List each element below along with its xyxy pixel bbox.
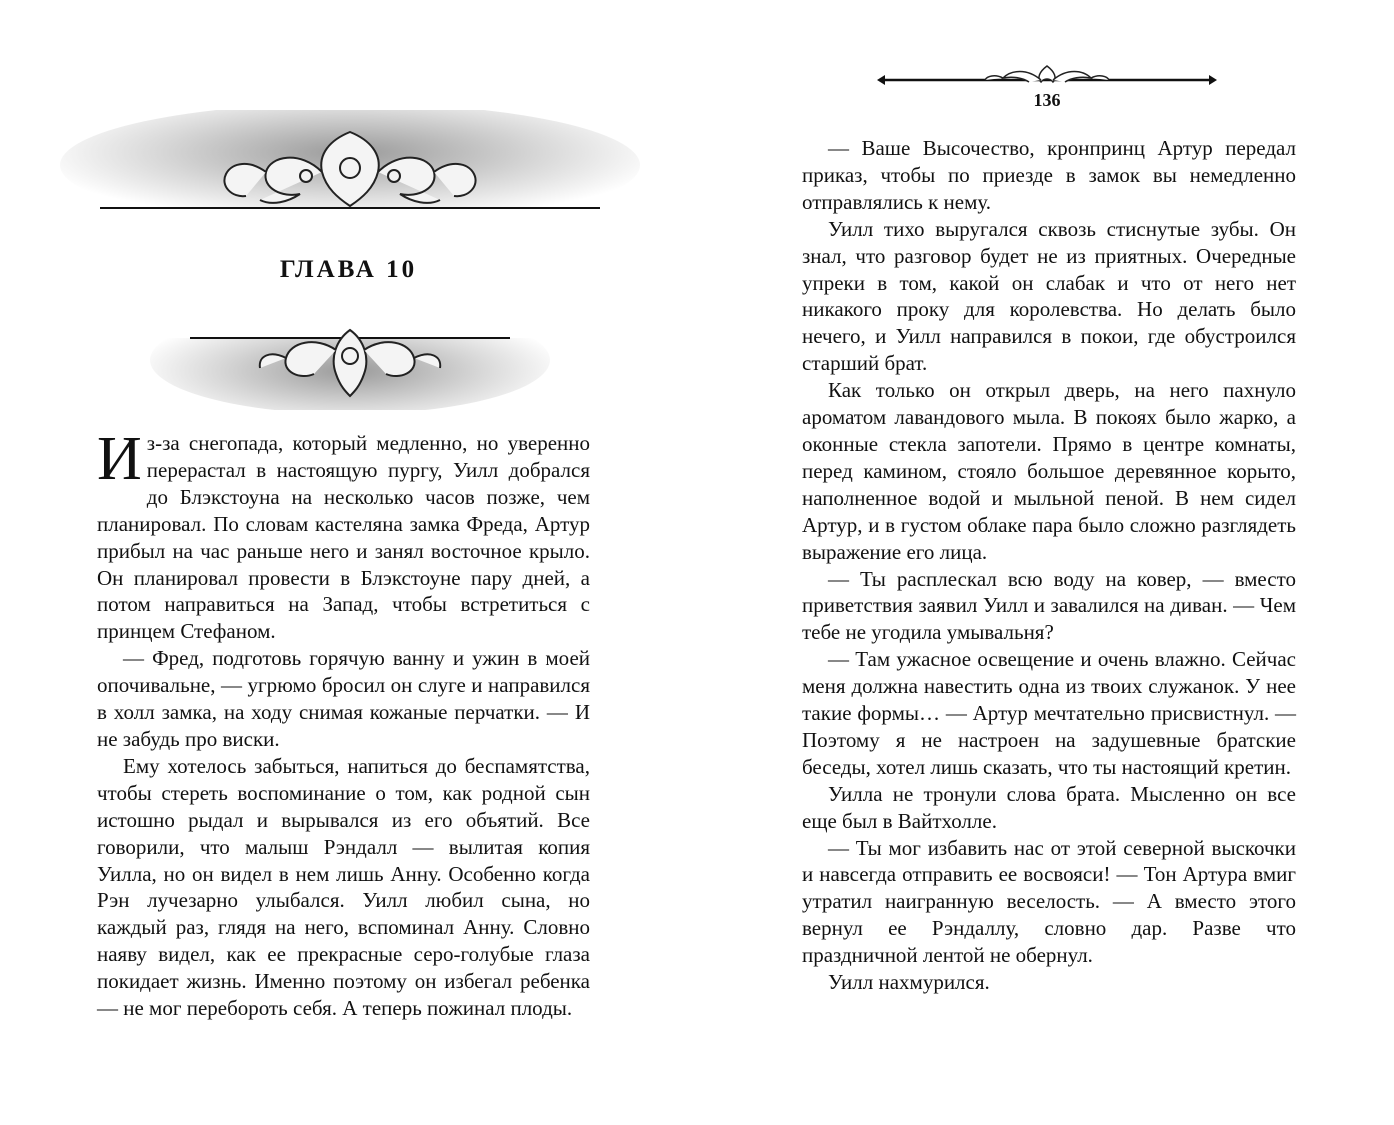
- paragraph-3: Ему хотелось забыться, напиться до беспамятства, чтобы стереть воспоминание о том, как родной сын истошно рыдал и вырывался из его объятий. Все говорили, что малыш Рэндалл — вылитая копия Уилла, но он видел в нем лишь Анну. Особенно когда Рэн лучезарно улыбался. Уилл любил сына, но каждый раз, глядя на него, вспоминал Анну. Словно наяву видел, как ее прекрасные серо-голубые глаза покидает жизнь. Именно поэтому он избегал ребенка — не мог перебороть себя. А теперь пожинал плоды.: [97, 753, 590, 1021]
- paragraph-6: Уилла не тронули слова брата. Мысленно он все еще был в Вайтхолле.: [802, 781, 1296, 833]
- paragraph-5: — Там ужасное освещение и очень влажно. Сейчас меня должна навестить одна из твоих служанок. У нее такие формы… — Артур мечтательно присвистнул. — Поэтому я не настроен на задушевные братские беседы, хотел лишь сказать, что ты настоящий кретин.: [802, 647, 1296, 779]
- paragraph-3: Как только он открыл дверь, на него пахнуло ароматом лавандового мыла. В покоях было жарко, а оконные стекла запотели. Прямо в центре комнаты, перед камином, стояло большое деревянное корыто, наполненное водой и мыльной пеной. В нем сидел Артур, и в густом облаке пара было сложно разглядеть выражение его лица.: [802, 378, 1296, 564]
- drop-cap: И: [97, 425, 142, 493]
- paragraph-2: Уилл тихо выругался сквозь стиснутые зубы. Он знал, что разговор будет не из приятных. Очередные упреки в том, какой он слабак и что от него нет никакого проку для королевства. Но делать было нечего, и Уилл направился в покои, где обустроился старший брат.: [802, 216, 1296, 376]
- chapter-title: ГЛАВА 10: [279, 256, 418, 283]
- left-page-text: [97, 425, 590, 1022]
- paragraph-1-text: з-за снегопада, который медленно, но уверенно перерастал в настоящую пургу, Уилл добрался до Блэкстоуна на несколько часов позже, чем планировал. По словам кастеляна замка Фреда, Артур прибыл на час раньше него и занял восточное крыло. Он планировал провести в Блэкстоуне пару дней, а потом направиться на Запад, чтобы встретиться с принцем Стефаном.: [97, 431, 590, 644]
- paragraph-4: — Ты расплескал всю воду на ковер, — вместо приветствия заявил Уилл и завалился на диван. — Чем тебе не угодила умывальня?: [802, 566, 1296, 645]
- paragraph-8: Уилл нахмурился.: [828, 970, 990, 995]
- paragraph-1: — Ваше Высочество, кронпринц Артур передал приказ, чтобы по приезде в замок вы немедленно отправлялись к нему.: [802, 136, 1296, 214]
- paragraph-2: — Фред, подготовь горячую ванну и ужин в моей опочивальне, — угрюмо бросил он слуге и направился в холл замка, на ходу снимая кожаные перчатки. — И не забудь про виски.: [97, 646, 590, 751]
- crown-ornament-bottom-icon: [150, 300, 550, 410]
- page-number: 136: [1033, 90, 1061, 110]
- right-page-text: [802, 135, 1296, 996]
- crown-ornament-top-icon: [60, 110, 640, 230]
- right-page: [697, 0, 1394, 1125]
- paragraph-1: [97, 425, 590, 645]
- paragraph-7: — Ты мог избавить нас от этой северной выскочки и навсегда отправить ее восвояси! — Тон Артура вмиг утратил наигранную веселость. — А вместо этого вернул ее Рэндаллу, словно дар. Разве что праздничной лентой не обернул.: [802, 835, 1296, 968]
